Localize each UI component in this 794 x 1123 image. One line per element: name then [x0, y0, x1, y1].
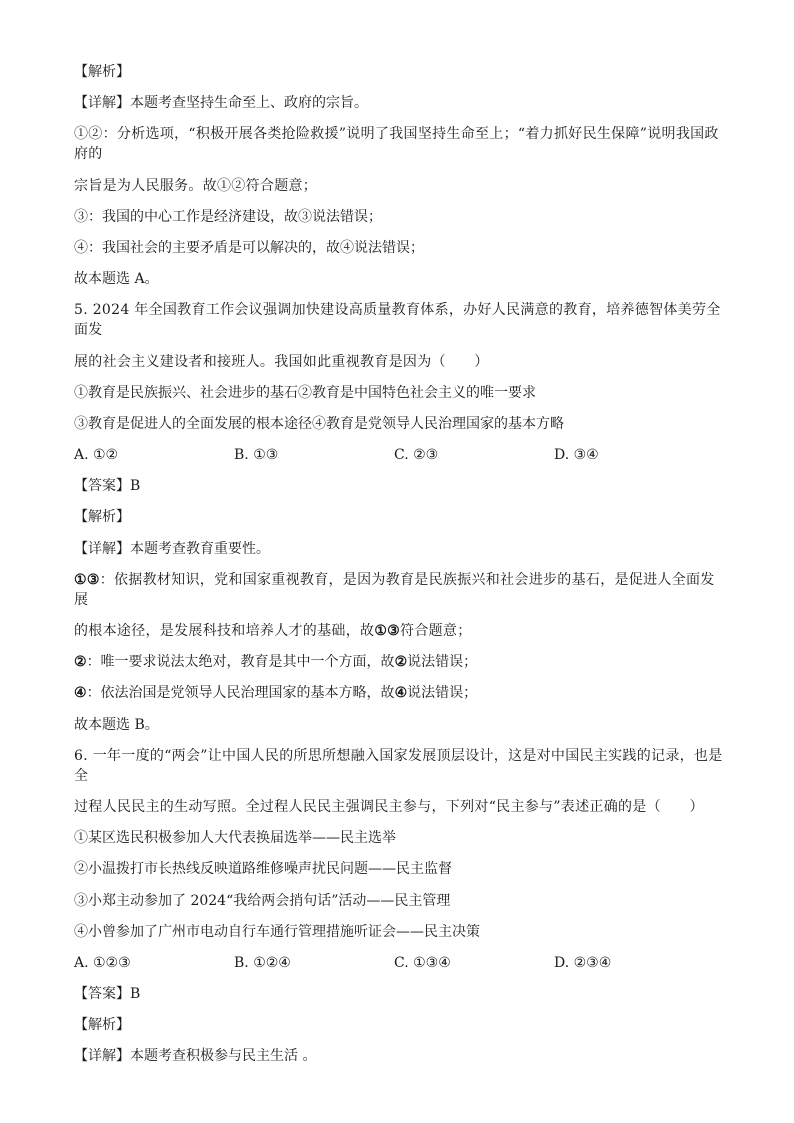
explanation-line-1: ①②：分析选项，“积极开展各类抢险救援”说明了我国坚持生命至上；“着力抓好民生保障”说明我国政府的 — [74, 126, 719, 163]
explanation-text: ：依法治国是党领导人民治理国家的基本方略，故 — [86, 685, 395, 702]
question-5-line-2: 展的社会主义建设者和接班人。我国如此重视教育是因为（ ） — [74, 353, 489, 370]
question-6-answer: 【答案】B — [74, 986, 141, 1003]
question-6-option-b: B. ①②④ — [234, 954, 291, 971]
question-6-option-d: D. ②③④ — [554, 954, 612, 971]
question-6-statement-1: ①某区选民积极参加人大代表换届选举——民主选举 — [74, 830, 396, 847]
explanation-item-4: ④：我国社会的主要矛盾是可以解决的，故④说法错误； — [74, 239, 424, 256]
explanation-text: 说法错误； — [407, 685, 478, 702]
explanation-marker: ④ — [394, 685, 408, 702]
question-6-line-1: 6. 一年一度的“两会”让中国人民的所思所想融入国家发展顶层设计，这是对中国民主实践的记录，也是全 — [74, 747, 723, 784]
explanation-text: 说法错误； — [407, 654, 478, 671]
explanation-text: ：依据教材知识，党和国家重视教育，是因为教育是民族振兴和社会进步的基石，是促进人全面发展 — [74, 571, 715, 608]
explanation-line-2: 宗旨是为人民服务。故①②符合题意； — [74, 177, 318, 194]
question-5-line-1: 5. 2024 年全国教育工作会议强调加快建设高质量教育体系，办好人民满意的教育，培养德智体美劳全面发 — [74, 302, 721, 339]
question-6-statement-2: ②小温拨打市长热线反映道路维修噪声扰民问题——民主监督 — [74, 861, 452, 878]
question-5-explanation-1 — [74, 570, 724, 641]
question-5-options — [74, 445, 724, 465]
explanation-paragraph — [74, 124, 724, 195]
question-5-analysis-heading: 【解析】 — [74, 509, 130, 526]
question-5-explanation-2 — [74, 652, 724, 672]
question-6-stem — [74, 746, 724, 817]
question-5-conclusion: 故本题选 B。 — [74, 716, 159, 733]
question-5-option-c: C. ②③ — [394, 447, 439, 464]
explanation-marker: ④ — [74, 685, 87, 702]
question-5-option-b: B. ①③ — [234, 447, 279, 464]
question-6-line-2: 过程人民民主的生动写照。全过程人民民主强调民主参与，下列对“民主参与”表述正确的是（ ） — [74, 798, 704, 815]
explanation-marker: ①③ — [74, 571, 100, 588]
explanation-marker: ② — [394, 654, 408, 671]
question-6-detail: 【详解】本题考查积极参与民主生活 。 — [74, 1048, 317, 1065]
explanation-marker: ①③ — [374, 623, 401, 639]
question-5-option-a: A. ①② — [74, 447, 119, 464]
explanation-item-3: ③：我国的中心工作是经济建设，故③说法错误； — [74, 208, 382, 225]
question-6-option-c: C. ①③④ — [394, 954, 451, 971]
analysis-heading: 【解析】 — [74, 64, 130, 80]
answer-conclusion: 故本题选 A。 — [74, 271, 159, 288]
question-5-explanation-3 — [74, 683, 724, 703]
question-6-statement-3: ③小郑主动参加了 2024“我给两会捎句话”活动——民主管理 — [74, 892, 451, 909]
question-6-options — [74, 953, 724, 973]
explanation-text: ：唯一要求说法太绝对，教育是其中一个方面，故 — [86, 654, 395, 671]
question-5-option-d: D. ③④ — [554, 447, 599, 464]
explanation-marker: ② — [74, 654, 87, 671]
explanation-text: 的根本途径，是发展科技和培养人才的基础，故 — [74, 623, 375, 639]
question-5-detail: 【详解】本题考查教育重要性。 — [74, 540, 270, 557]
question-6-analysis-heading: 【解析】 — [74, 1017, 130, 1034]
question-6-option-a: A. ①②③ — [74, 954, 131, 971]
question-5-stem — [74, 300, 724, 371]
question-5-statement-2: ③教育是促进人的全面发展的根本途径④教育是党领导人民治理国家的基本方略 — [74, 415, 564, 432]
question-5-answer: 【答案】B — [74, 478, 141, 495]
question-6-statement-4: ④小曾参加了广州市电动自行车通行管理措施听证会——民主决策 — [74, 923, 480, 940]
explanation-continuation — [74, 621, 724, 641]
document-page — [74, 62, 724, 1078]
explanation-text: 符合题意； — [400, 623, 472, 639]
question-5-statement-1: ①教育是民族振兴、社会进步的基石②教育是中国特色社会主义的唯一要求 — [74, 384, 536, 401]
detail-intro: 【详解】本题考查坚持生命至上、政府的宗旨。 — [74, 95, 368, 112]
